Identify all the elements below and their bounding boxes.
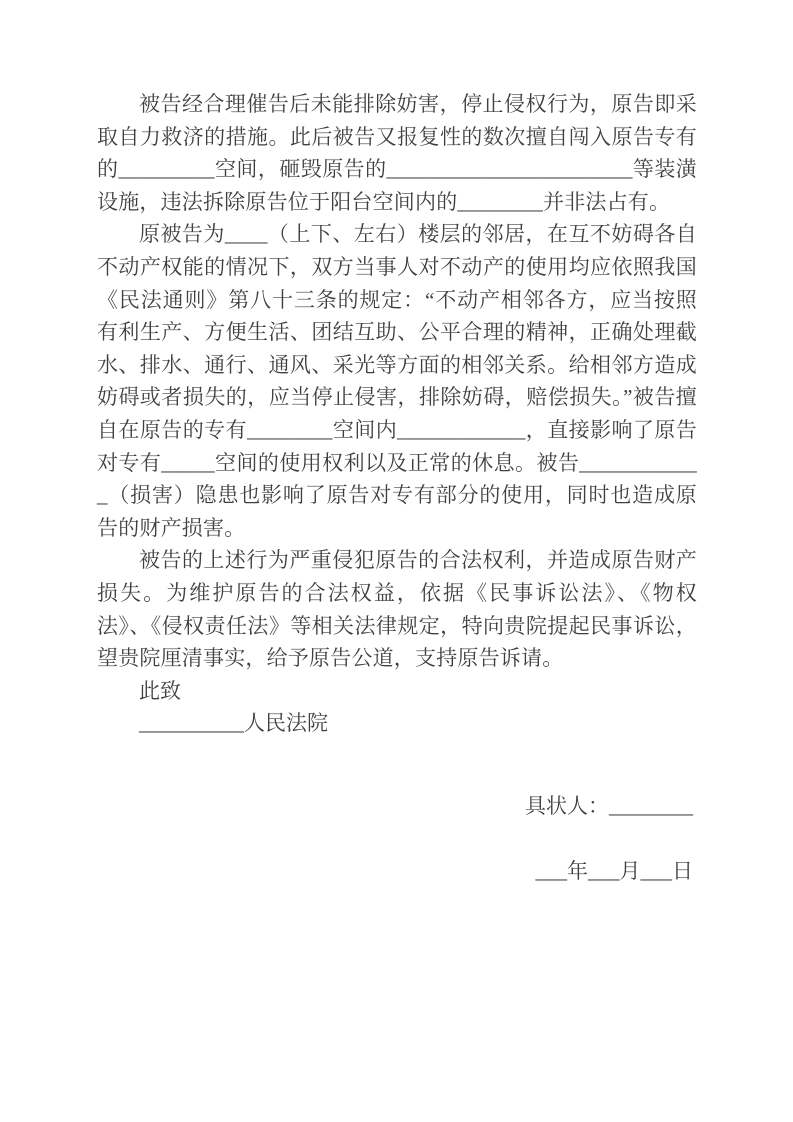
date-line: ___年___月___日 xyxy=(535,859,693,884)
paragraph-claim-summary: 被告的上述行为严重侵犯原告的合法权利，并造成原告财产损失。为维护原告的合法权益，依据《民事诉讼法》、《物权法》、《侵权责任法》等相关法律规定，特向贵院提起民事诉讼，望贵院厘清事实，给予原告公道，支持原告诉请。 xyxy=(97,548,697,671)
closing-salute: 此致 xyxy=(139,678,181,703)
paragraph-self-remedy: 被告经合理催告后未能排除妨害，停止侵权行为，原告即采取自力救济的措施。此后被告又报复性的数次擅自闯入原告专有的_________空间，砸毁原告的_______________________等装潢设施，违法拆除原告位于阳台空间内的________并非法占有。 xyxy=(97,92,697,214)
paragraph-neighbor-law-basis: 原被告为____（上下、左右）楼层的邻居，在互不妨碍各自不动产权能的情况下，双方当事人对不动产的使用均应依照我国《民法通则》第八十三条的规定：“不动产相邻各方，应当按照有利生产、方便生活、团结互助、公平合理的精神，正确处理截水、排水、通行、通风、采光等方面的相邻关系。给相邻方造成妨碍或者损失的，应当停止侵害，排除妨碍，赔偿损失。”被告擅自在原告的专有________空间内____________，直接影响了原告对专有_____空间的使用权利以及正常的休息。被告____________（损害）隐患也影响了原告对专有部分的使用，同时也造成原告的财产损害。 xyxy=(97,222,697,540)
closing-court-line: __________人民法院 xyxy=(139,711,328,736)
signature-line: 具状人：________ xyxy=(525,793,693,818)
